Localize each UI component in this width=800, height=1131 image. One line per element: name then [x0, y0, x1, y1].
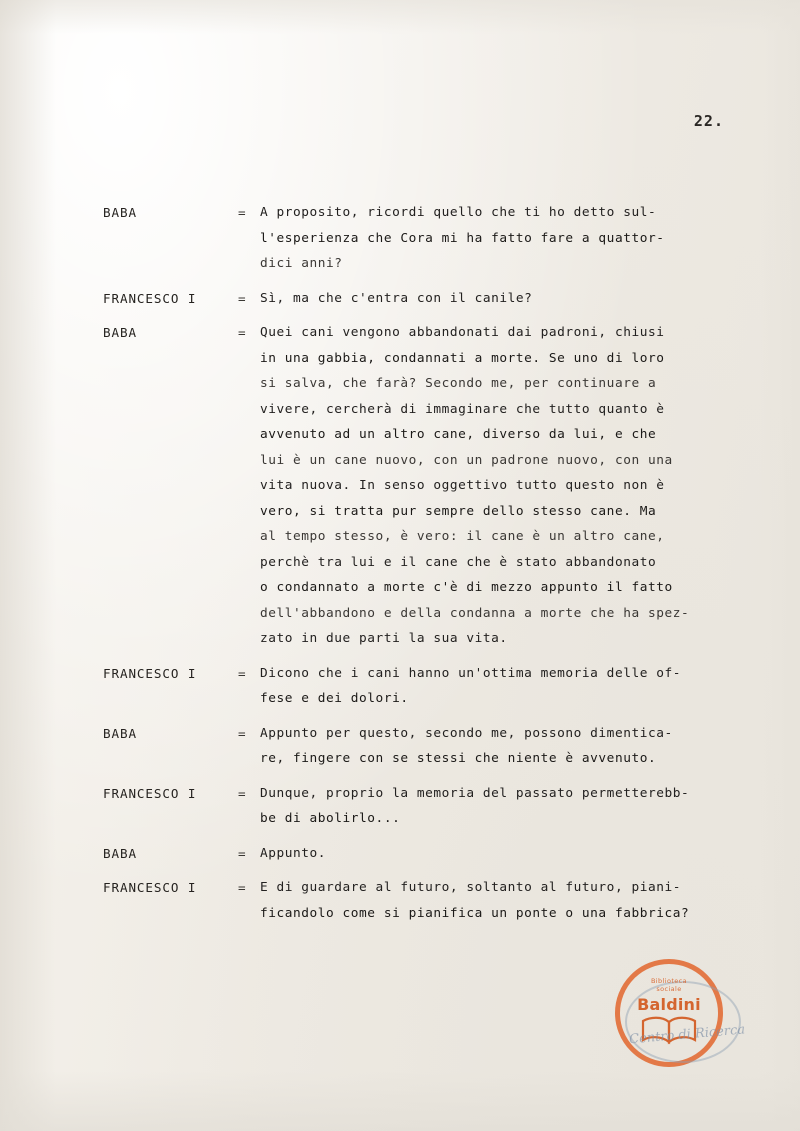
- dialogue-line: lui è un cane nuovo, con un padrone nuovo, con una: [260, 452, 673, 468]
- speaker-separator: =: [238, 785, 246, 801]
- speaker-separator: =: [238, 880, 246, 895]
- speaker-separator: =: [238, 665, 246, 681]
- dialogue-line: vero, si tratta pur sempre dello stesso cane. Ma: [260, 503, 657, 519]
- speaker-label: BABA: [103, 325, 137, 340]
- dialogue-text: [260, 320, 763, 652]
- dialogue-line: Dicono che i cani hanno un'ottima memoria delle of-: [260, 665, 681, 681]
- dialogue-line: dici anni?: [260, 256, 343, 271]
- dialogue-text: [260, 841, 763, 867]
- dialogue-line: ficandolo come si pianifica un ponte o una fabbrica?: [260, 905, 690, 921]
- dialogue-row: [103, 320, 763, 652]
- dialogue-line: be di abolirlo...: [260, 811, 401, 826]
- dialogue-line: l'esperienza che Cora mi ha fatto fare a quattor-: [260, 230, 665, 246]
- speaker-label: FRANCESCO I: [103, 880, 197, 895]
- dialogue-line: Quei cani vengono abbandonati dai padroni, chiusi: [260, 325, 665, 340]
- dialogue-row: [103, 200, 763, 277]
- dialogue-text: [260, 200, 763, 277]
- dialogue-line: dell'abbandono e della condanna a morte che ha spez-: [260, 605, 690, 621]
- dialogue-line: A proposito, ricordi quello che ti ho detto sul-: [260, 205, 657, 220]
- paper-edge-left: [0, 0, 56, 1131]
- dialogue-text: [260, 661, 763, 712]
- dialogue-line: vita nuova. In senso oggettivo tutto questo non è: [260, 478, 665, 493]
- stamp-script-text: Centro di Ricerca: [628, 1022, 746, 1048]
- dialogue-line: E di guardare al futuro, soltanto al futuro, piani-: [260, 880, 681, 895]
- dialogue-line: Sì, ma che c'entra con il canile?: [260, 290, 533, 306]
- dialogue-row: [103, 781, 763, 832]
- dialogue-text: [260, 721, 763, 772]
- dialogue-line: Appunto.: [260, 845, 327, 861]
- dialogue-line: vivere, cercherà di immaginare che tutto quanto è: [260, 401, 665, 417]
- paper-edge-top: [0, 0, 800, 34]
- dialogue-row: [103, 721, 763, 772]
- speaker-label: BABA: [103, 725, 137, 741]
- paper-edge-right: [760, 0, 800, 1131]
- speaker-label: FRANCESCO I: [103, 665, 197, 681]
- speaker-separator: =: [238, 290, 246, 306]
- stamp-top-text: Biblioteca sociale: [650, 977, 688, 993]
- speaker-separator: =: [238, 845, 246, 861]
- speaker-label: FRANCESCO I: [103, 290, 197, 306]
- library-stamp: [607, 955, 747, 1073]
- dialogue-line: in una gabbia, condannati a morte. Se uno di loro: [260, 350, 665, 366]
- speaker-label: FRANCESCO I: [103, 785, 197, 801]
- dialogue-line: fese e dei dolori.: [260, 691, 409, 706]
- dialogue-line: re, fingere con se stessi che niente è avvenuto.: [260, 751, 657, 766]
- dialogue-row: [103, 661, 763, 712]
- dialogue-row: [103, 286, 763, 312]
- dialogue-line: Dunque, proprio la memoria del passato permetterebb-: [260, 785, 690, 801]
- dialogue-line: al tempo stesso, è vero: il cane è un altro cane,: [260, 529, 665, 544]
- speaker-separator: =: [238, 725, 246, 741]
- stamp-name: Baldini: [637, 995, 701, 1014]
- dialogue-line: Appunto per questo, secondo me, possono dimentica-: [260, 725, 673, 741]
- speaker-label: BABA: [103, 205, 137, 220]
- dialogue-row: [103, 875, 763, 926]
- page-number: 22.: [693, 112, 724, 130]
- script-body: [103, 200, 763, 935]
- speaker-separator: =: [238, 325, 246, 340]
- dialogue-line: zato in due parti la sua vita.: [260, 631, 508, 646]
- dialogue-line: o condannato a morte c'è di mezzo appunto il fatto: [260, 580, 673, 595]
- dialogue-text: [260, 781, 763, 832]
- dialogue-row: [103, 841, 763, 867]
- dialogue-line: avvenuto ad un altro cane, diverso da lui, e che: [260, 427, 657, 442]
- dialogue-line: si salva, che farà? Secondo me, per continuare a: [260, 376, 657, 391]
- speaker-separator: =: [238, 205, 246, 220]
- dialogue-line: perchè tra lui e il cane che è stato abbandonato: [260, 554, 657, 570]
- dialogue-text: [260, 286, 763, 312]
- speaker-label: BABA: [103, 845, 137, 861]
- paper-edge-bottom: [0, 1071, 800, 1131]
- dialogue-text: [260, 875, 763, 926]
